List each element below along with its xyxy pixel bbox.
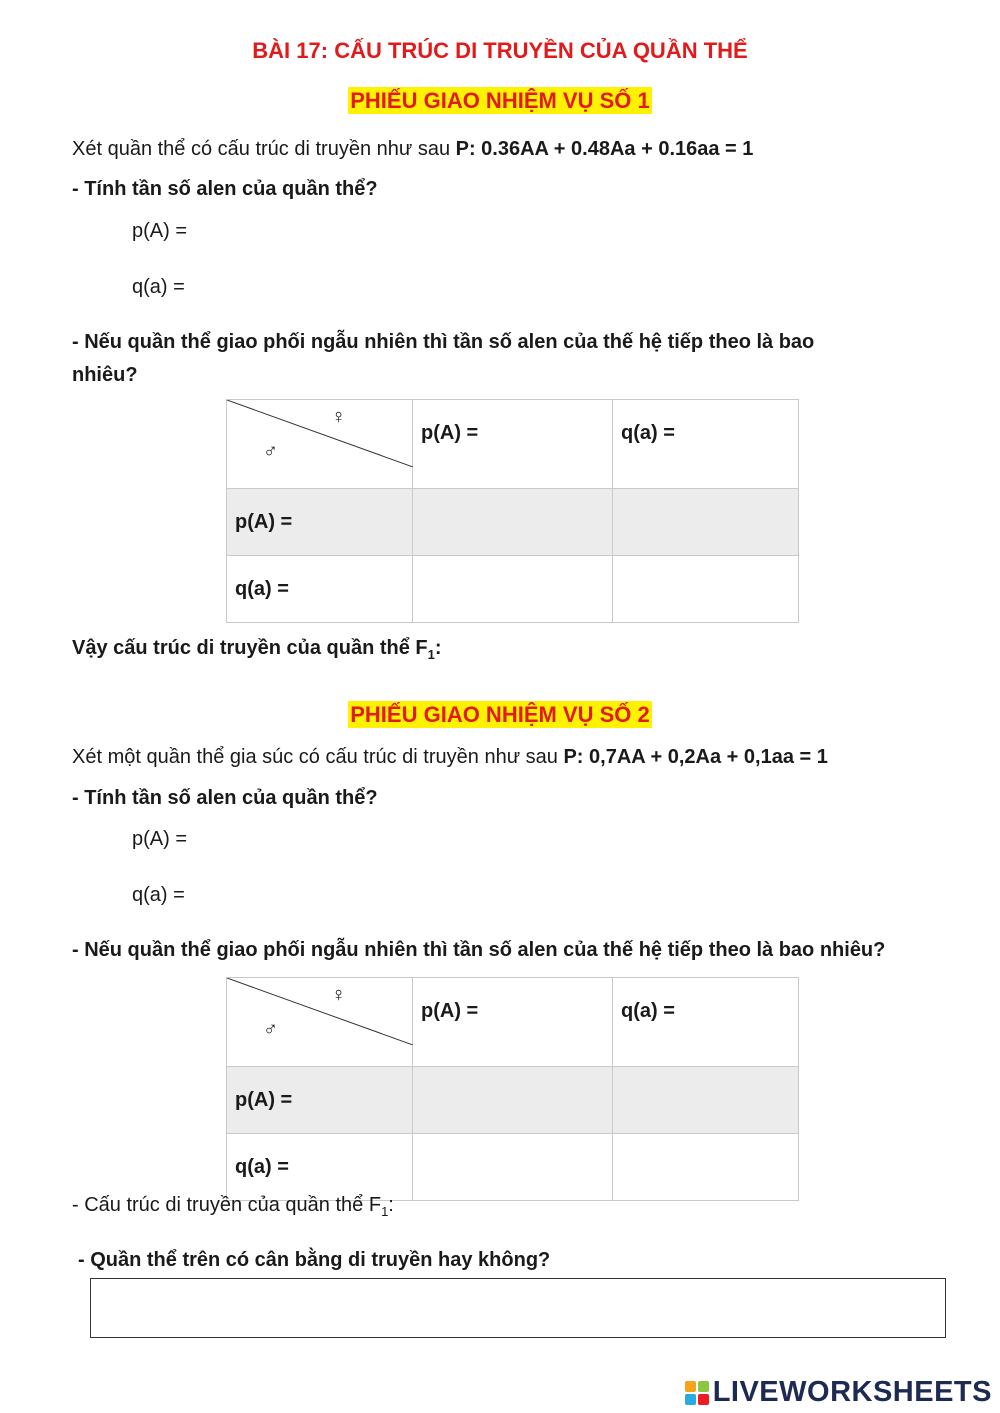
answer-cell-aA[interactable] [413, 1134, 613, 1201]
liveworksheets-logo-icon [685, 1381, 709, 1405]
row-header-qa: q(a) = [227, 556, 413, 623]
answer-cell-AA[interactable] [413, 1067, 613, 1134]
sheet2-intro: Xét một quần thể gia súc có cấu trúc di truyền như sau P: 0,7AA + 0,2Aa + 0,1aa = 1 [72, 746, 828, 768]
row-header-pA: p(A) = [227, 489, 413, 556]
sheet1-formula: P: 0.36AA + 0.48Aa + 0.16aa = 1 [455, 138, 754, 160]
answer-cell-Aa[interactable] [613, 489, 799, 556]
sheet1-heading: PHIẾU GIAO NHIỆM VỤ SỐ 1 [350, 88, 650, 113]
sheet1-intro: Xét quần thể có cấu trúc di truyền như sau P: 0.36AA + 0.48Aa + 0.16aa = 1 [72, 138, 754, 160]
sheet2-question-3: - Quần thể trên có cân bằng di truyền hay không? [78, 1249, 551, 1271]
sheet1-question-2-line1: - Nếu quần thể giao phối ngẫu nhiên thì tần số alen của thế hệ tiếp theo là bao [72, 331, 815, 353]
column-header-qa: q(a) = [613, 978, 799, 1067]
liveworksheets-logo: LIVEWORKSHEETS [685, 1376, 992, 1409]
equilibrium-answer-box[interactable] [90, 1278, 946, 1338]
row-header-qa: q(a) = [227, 1134, 413, 1201]
diagonal-divider [227, 400, 413, 467]
sheet2-qa-label: q(a) = [132, 884, 185, 906]
sheet2-formula: P: 0,7AA + 0,2Aa + 0,1aa = 1 [563, 746, 828, 768]
sheet1-pA-label: p(A) = [132, 220, 188, 242]
answer-cell-aa[interactable] [613, 556, 799, 623]
row-header-pA: p(A) = [227, 1067, 413, 1134]
table-corner [227, 978, 413, 1067]
answer-cell-aA[interactable] [413, 556, 613, 623]
sheet2-question-2: - Nếu quần thể giao phối ngẫu nhiên thì tần số alen của thế hệ tiếp theo là bao nhiêu? [72, 939, 886, 961]
diagonal-divider [227, 978, 413, 1045]
column-header-pA: p(A) = [413, 400, 613, 489]
male-symbol-icon: ♂ [263, 1018, 278, 1040]
answer-cell-AA[interactable] [413, 489, 613, 556]
sheet1-qa-label: q(a) = [132, 276, 185, 298]
column-header-pA: p(A) = [413, 978, 613, 1067]
sheet2-punnett-table [226, 977, 799, 1201]
sheet1-question-1: - Tính tần số alen của quần thể? [72, 178, 378, 200]
column-header-qa: q(a) = [613, 400, 799, 489]
female-symbol-icon: ♀ [331, 406, 346, 428]
sheet1-question-2-line2: nhiêu? [72, 364, 138, 386]
sheet1-punnett-table [226, 399, 799, 623]
answer-cell-aa[interactable] [613, 1134, 799, 1201]
sheet2-pA-label: p(A) = [132, 828, 188, 850]
sheet2-question-1: - Tính tần số alen của quần thể? [72, 787, 378, 809]
worksheet-title: BÀI 17: CẤU TRÚC DI TRUYỀN CỦA QUẦN THỂ [252, 38, 748, 63]
answer-cell-Aa[interactable] [613, 1067, 799, 1134]
sheet2-structure-label: - Cấu trúc di truyền của quần thể $F_1$: [72, 1194, 394, 1219]
sheet1-conclusion: Vậy cấu trúc di truyền của quần thể $F_1$: [72, 637, 442, 662]
table-corner [227, 400, 413, 489]
sheet2-heading: PHIẾU GIAO NHIỆM VỤ SỐ 2 [350, 702, 650, 727]
female-symbol-icon: ♀ [331, 984, 346, 1006]
male-symbol-icon: ♂ [263, 440, 278, 462]
